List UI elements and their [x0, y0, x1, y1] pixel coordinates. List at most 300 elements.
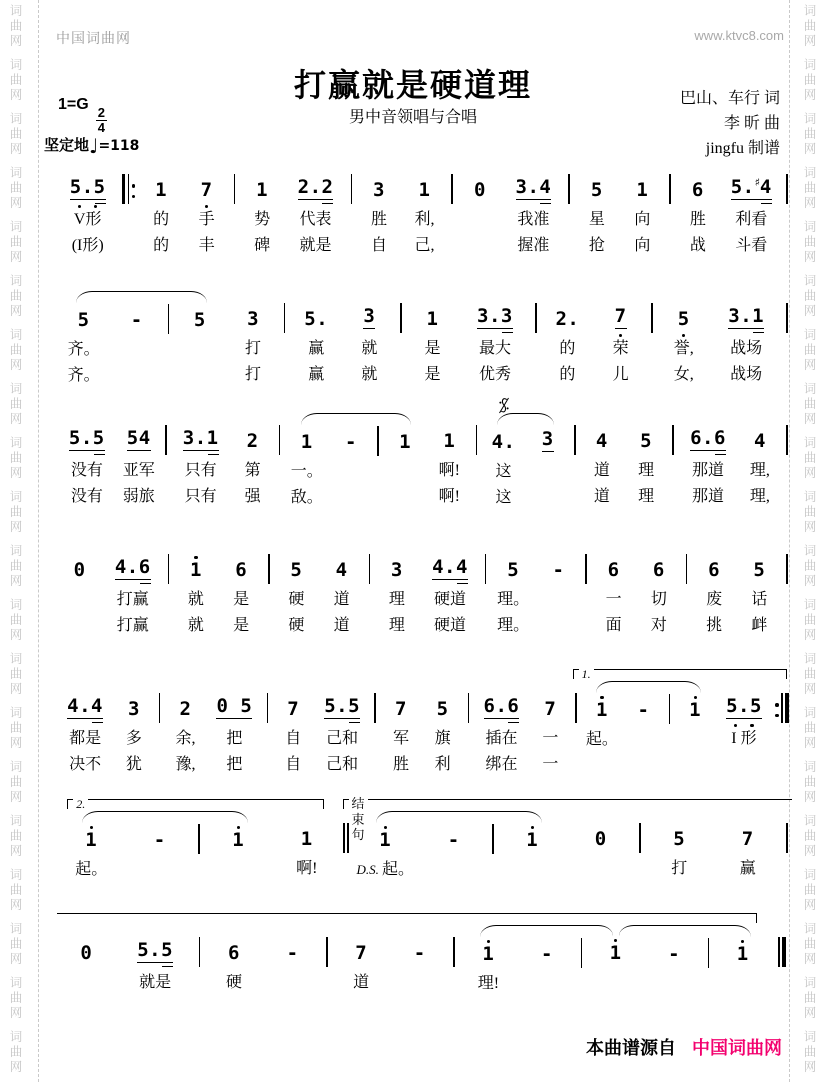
note-column — [285, 173, 346, 259]
note-row — [503, 173, 564, 207]
lyric: 打 — [245, 366, 262, 383]
lyric: 敌。 — [290, 489, 323, 506]
note-digits: 6 — [607, 559, 620, 581]
lyric: 向 — [634, 237, 651, 254]
watermark-char: 网 — [9, 736, 23, 750]
note-row — [782, 424, 792, 458]
lyric: 赢 — [739, 860, 756, 877]
lyric — [457, 233, 502, 259]
barline — [118, 173, 138, 259]
note-row — [738, 424, 782, 458]
watermark-char: 网 — [803, 1060, 817, 1074]
watermark-char: 网 — [9, 196, 23, 210]
lyric: 己和 — [326, 756, 359, 773]
note-row — [541, 302, 594, 336]
note — [379, 826, 391, 857]
watermark-char: 词 — [9, 4, 23, 18]
note — [85, 826, 97, 857]
watermark-char: 词 — [803, 760, 817, 774]
note — [287, 944, 299, 970]
watermark-char: 词 — [9, 976, 23, 990]
barline — [463, 665, 473, 779]
barline-mark — [786, 823, 788, 856]
barline — [346, 173, 356, 259]
barline-mark — [268, 554, 270, 587]
watermark-char: 词 — [803, 166, 817, 180]
note-column — [657, 289, 710, 389]
tempo-marking — [44, 134, 139, 158]
note-digits: 3.1 — [728, 305, 765, 327]
note — [437, 700, 449, 726]
note-row — [346, 173, 356, 207]
slur-segment — [657, 289, 710, 302]
note-digits: 4 — [595, 430, 608, 452]
bracket-segment — [678, 397, 738, 411]
note — [692, 181, 704, 207]
watermark-char: 曲 — [803, 505, 817, 519]
note — [753, 561, 765, 587]
note-row — [567, 822, 636, 856]
barline-mark — [159, 693, 161, 726]
note — [131, 311, 143, 337]
note-row — [657, 302, 710, 336]
note-row — [264, 553, 274, 587]
slur-segment — [480, 925, 518, 937]
lyric: 战场 — [730, 340, 763, 357]
slur-segment — [531, 289, 541, 302]
note-column — [498, 795, 567, 883]
note-column — [57, 553, 102, 639]
note-column — [422, 665, 464, 779]
note-column — [503, 173, 564, 259]
lyric — [110, 363, 163, 389]
slur-segment — [668, 411, 678, 424]
note-row — [530, 692, 572, 726]
bracket-segment — [171, 397, 231, 411]
watermark-char: 网 — [9, 412, 23, 426]
lyric: 己, — [414, 237, 435, 254]
watermark-char: 词 — [803, 112, 817, 126]
note-column — [674, 665, 716, 779]
note-row — [163, 303, 173, 337]
slur-segment — [488, 811, 498, 823]
note-row — [356, 173, 401, 207]
note-column — [285, 397, 329, 511]
barline — [488, 795, 498, 883]
watermark-char: 曲 — [9, 829, 23, 843]
note — [708, 561, 720, 587]
note-column — [737, 553, 782, 639]
lyric: 都是 — [69, 730, 102, 747]
note-row — [275, 424, 285, 458]
barline-mark — [492, 824, 494, 857]
slur-segment — [194, 811, 204, 823]
note-digits: 2 — [246, 430, 259, 452]
note-row — [194, 823, 204, 857]
slur-segment — [449, 923, 459, 936]
lyric: 理 — [638, 462, 655, 479]
note-column — [273, 795, 342, 883]
note-digits: 1 — [256, 179, 269, 201]
low-octave-dots — [205, 200, 208, 207]
note-column — [675, 173, 720, 259]
lyric: 只有 — [184, 488, 217, 505]
note-row — [206, 692, 262, 726]
left-watermark — [7, 4, 25, 1082]
lyric: 旗 — [434, 730, 451, 747]
lyric: 赢 — [308, 366, 325, 383]
lyric: 理 — [388, 591, 405, 608]
note-digits: 5.♯4 — [730, 176, 772, 198]
lyric: D.S. 起。 — [356, 861, 414, 878]
note — [395, 700, 407, 726]
note-column — [138, 173, 183, 259]
note — [448, 831, 460, 857]
slur-segment — [713, 925, 751, 937]
note — [610, 939, 622, 970]
watermark-char: 曲 — [9, 559, 23, 573]
barline — [682, 553, 692, 639]
note-row — [636, 553, 681, 587]
lyric: 一 — [605, 591, 622, 608]
barline-mark — [581, 938, 583, 971]
lyric: 道 — [593, 488, 610, 505]
slur-segment — [329, 413, 373, 425]
barline-mark — [639, 823, 641, 856]
note-row — [285, 425, 329, 459]
lyric — [772, 752, 792, 778]
bracket-segment — [703, 913, 713, 923]
slur-segment — [116, 923, 195, 936]
lyric — [586, 970, 645, 996]
lyric — [782, 458, 792, 484]
note-row — [419, 553, 480, 587]
bracket-segment — [498, 799, 567, 809]
note-digits: 3 — [373, 179, 385, 201]
note-row — [173, 303, 226, 337]
lyric — [782, 484, 792, 510]
lyric: 胜 — [689, 211, 706, 228]
note-column — [374, 553, 419, 639]
slur-segment — [205, 923, 264, 936]
slur-segment — [206, 679, 262, 692]
bracket-segment — [322, 913, 332, 923]
note-digits: 7 — [355, 942, 368, 964]
lyric — [118, 233, 138, 259]
note-row — [710, 302, 782, 336]
note — [232, 826, 244, 857]
lyric: 面 — [605, 617, 622, 634]
note-row — [332, 936, 391, 970]
barline-mark — [453, 937, 455, 970]
watermark-char: 词 — [9, 166, 23, 180]
lyric: 决不 — [69, 756, 102, 773]
lyric: 没有 — [70, 462, 103, 479]
note-row — [782, 822, 792, 856]
slur-segment — [383, 413, 411, 425]
note-column — [171, 397, 231, 511]
note-row — [383, 425, 427, 459]
note — [544, 700, 556, 726]
note-row — [570, 424, 580, 458]
note-row — [591, 553, 636, 587]
segno-holder-row — [481, 397, 525, 411]
lyric: 硬 — [225, 974, 242, 991]
watermark-char: 网 — [9, 952, 23, 966]
lyric — [488, 857, 498, 883]
tempo-text: 坚定地 — [44, 138, 90, 154]
lyric — [782, 336, 792, 362]
lyric: 道 — [353, 974, 370, 991]
note-digits: 5 — [677, 308, 690, 330]
note-digits: 5 — [590, 179, 603, 201]
slur-segment — [76, 291, 110, 303]
tempo-bpm: =118 — [98, 138, 140, 154]
lyric: 抢 — [588, 237, 605, 254]
note-digits: 7 — [614, 305, 627, 327]
watermark-char: 词 — [803, 598, 817, 612]
watermark-char: 曲 — [803, 667, 817, 681]
slur-segment — [703, 925, 713, 937]
lyric — [782, 856, 792, 882]
note-column — [581, 665, 623, 779]
watermark-char: 词 — [9, 490, 23, 504]
lyric — [716, 752, 772, 778]
barline-mark — [786, 554, 788, 587]
barline-mark — [651, 303, 653, 336]
bracket-segment — [714, 799, 783, 809]
note-row — [463, 692, 473, 726]
bracket-segment — [390, 913, 449, 923]
barline — [163, 553, 173, 639]
lyric — [782, 233, 792, 259]
lyric: 对 — [650, 617, 667, 634]
watermark-char: 曲 — [9, 667, 23, 681]
lyric: 代表 — [299, 211, 332, 228]
note-digits: 7 — [395, 698, 407, 720]
bracket-segment — [623, 669, 665, 679]
watermark-char: 曲 — [9, 505, 23, 519]
note-column — [678, 397, 738, 511]
site-url: www.ktvc8.com — [694, 28, 784, 43]
watermark-char: 曲 — [9, 343, 23, 357]
bracket-segment — [126, 799, 195, 809]
note-row — [219, 553, 264, 587]
note-row — [574, 173, 619, 207]
ds-marking: D.S. — [356, 862, 379, 877]
lyric: 打 — [245, 340, 262, 357]
note-row — [518, 937, 577, 971]
lyric — [390, 970, 449, 996]
bracket-segment — [772, 909, 792, 923]
bracket-segment — [275, 397, 285, 411]
note-row — [263, 936, 322, 970]
lyric: 打赢 — [116, 591, 149, 608]
lyric — [564, 207, 574, 233]
note-row — [57, 424, 117, 458]
watermark-char: 词 — [803, 220, 817, 234]
slur-segment — [373, 413, 383, 425]
lyric — [57, 970, 116, 996]
lyric — [782, 613, 792, 639]
lyric: 誉, — [673, 340, 694, 357]
note-column — [402, 173, 447, 259]
note — [552, 561, 564, 587]
note-row — [674, 693, 716, 727]
bracket-segment — [530, 665, 572, 679]
note-digits: - — [540, 943, 553, 965]
volta-label: 1. — [579, 667, 594, 681]
lyric — [665, 233, 675, 259]
note-digits: 5. — [304, 308, 329, 330]
right-watermark — [801, 4, 819, 1082]
note-column — [57, 795, 126, 883]
bracket-segment — [471, 397, 481, 411]
volta-label: 结束句 — [349, 796, 368, 843]
lyric: 硬道 — [434, 591, 467, 608]
music-system-2 — [57, 289, 792, 389]
note — [304, 310, 328, 336]
note-row — [645, 822, 714, 856]
note-row — [581, 553, 591, 587]
note-row — [594, 302, 647, 336]
note-digits: - — [637, 699, 650, 721]
note — [689, 696, 701, 727]
note-column — [692, 553, 737, 639]
lyric: 丰 — [198, 237, 215, 254]
slur-segment — [343, 289, 396, 302]
bracket-segment — [57, 665, 113, 679]
note-row — [571, 692, 581, 726]
lyric — [262, 752, 272, 778]
note-row — [675, 173, 720, 207]
slur-segment — [664, 681, 674, 693]
barline — [163, 289, 173, 389]
lyric — [57, 613, 102, 639]
note — [190, 556, 202, 587]
note-row — [623, 693, 665, 727]
lyric: 那道 — [692, 462, 725, 479]
note-digits: 5 — [193, 309, 206, 331]
slur-segment — [772, 923, 792, 936]
note-column — [738, 397, 782, 511]
note-row — [319, 553, 364, 587]
note-row — [273, 822, 342, 856]
watermark-char: 网 — [803, 898, 817, 912]
note-row — [692, 553, 737, 587]
barline-mark — [786, 303, 788, 336]
note-digits: 54 — [126, 427, 151, 449]
note-row — [280, 302, 290, 336]
note-digits: - — [344, 431, 357, 453]
slur-segment — [459, 289, 531, 302]
note — [731, 177, 772, 207]
note — [228, 944, 240, 970]
lyric — [329, 485, 373, 511]
lyric — [161, 458, 171, 484]
note-digits: 1 — [300, 431, 313, 453]
bracket-segment — [285, 397, 329, 411]
lyric: 犹 — [125, 756, 142, 773]
slur-segment — [647, 289, 657, 302]
slur-segment — [390, 923, 449, 936]
note — [541, 945, 553, 971]
lyric: I 形 — [731, 730, 757, 747]
note — [555, 310, 579, 336]
music-system-3 — [57, 397, 792, 511]
watermark-char: 曲 — [9, 19, 23, 33]
note — [668, 945, 680, 971]
bracket-segment — [459, 913, 518, 923]
lyric — [526, 459, 570, 485]
lyric — [581, 753, 623, 779]
slur-segment — [380, 679, 422, 692]
lyric: 硬 — [288, 591, 305, 608]
bracket-segment — [263, 913, 322, 923]
note-column — [390, 909, 449, 997]
watermark-char: 网 — [9, 88, 23, 102]
lyric: 理, — [749, 462, 770, 479]
lyric — [364, 613, 374, 639]
bracket-segment — [645, 913, 704, 923]
note — [595, 830, 607, 856]
note-column — [274, 553, 319, 639]
lyric: 一 — [542, 730, 559, 747]
note-row — [322, 936, 332, 970]
watermark-char: 曲 — [803, 721, 817, 735]
slur-segment — [82, 811, 126, 823]
lyric — [668, 484, 678, 510]
slur-segment — [624, 411, 668, 424]
note-column — [165, 665, 207, 779]
note — [290, 561, 302, 587]
note-row — [285, 173, 346, 207]
bracket-segment — [449, 913, 459, 923]
watermark-char: 网 — [9, 466, 23, 480]
slur-segment — [714, 809, 783, 822]
lyric: 把 — [226, 730, 243, 747]
low-octave-dots — [734, 719, 753, 726]
lyric — [564, 233, 574, 259]
note — [183, 429, 219, 458]
key-signature — [58, 96, 107, 136]
bracket-segment — [165, 665, 207, 679]
note-digits: 2 — [179, 698, 192, 720]
barline — [571, 665, 591, 779]
note-column — [57, 397, 117, 511]
watermark-char: 网 — [803, 952, 817, 966]
lyric — [373, 485, 383, 511]
note-column — [263, 909, 322, 997]
lyric — [581, 613, 591, 639]
slur-segment — [518, 925, 577, 937]
note-column — [57, 909, 116, 997]
note-column — [204, 795, 273, 883]
watermark-char: 曲 — [9, 1045, 23, 1059]
barline-mark — [369, 554, 371, 587]
note-digits: 1 — [595, 699, 608, 721]
note-column — [721, 173, 782, 259]
watermark-char: 曲 — [9, 289, 23, 303]
bracket-segment — [329, 397, 373, 411]
barline-mark — [786, 174, 788, 207]
lyric: 自 — [285, 730, 302, 747]
watermark-char: 词 — [9, 760, 23, 774]
lyric: 亚军 — [122, 462, 155, 479]
slur-segment — [526, 413, 554, 425]
note-column — [586, 909, 645, 997]
system-columns — [57, 289, 792, 389]
